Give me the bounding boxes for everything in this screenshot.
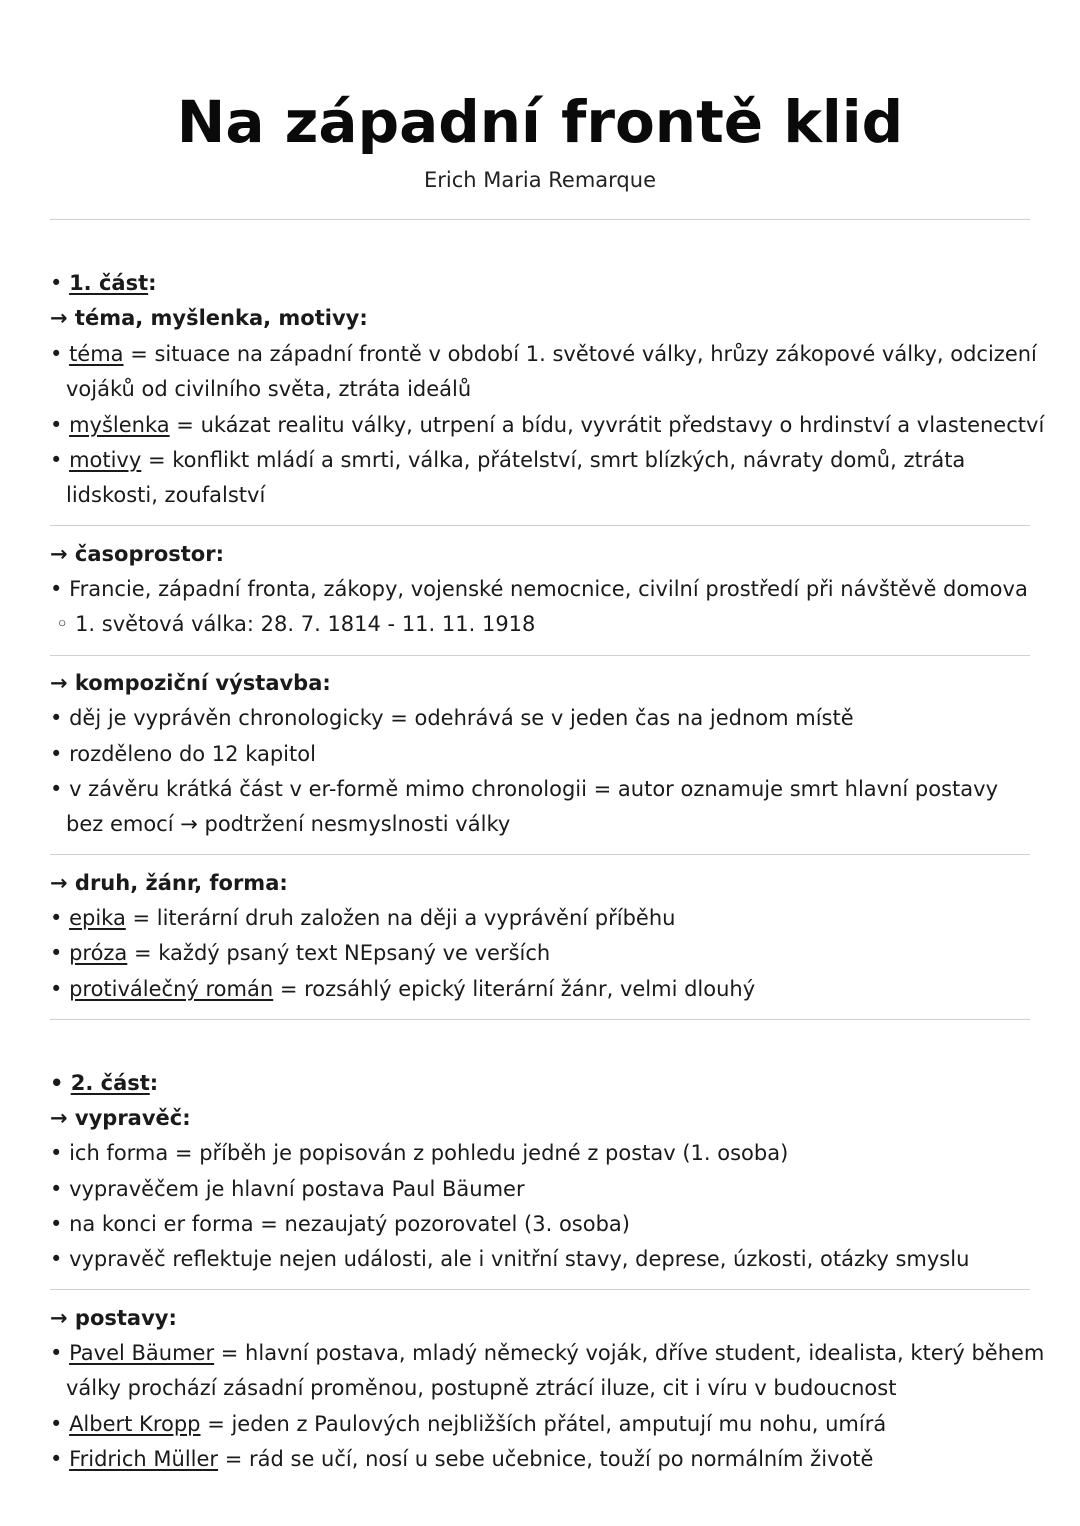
character-name: Fridrich Müller <box>69 1447 219 1471</box>
tema-def: = situace na západní frontě v období 1. světové války, hrůzy zákopové války, odcizení <box>123 342 1037 366</box>
postavy-heading: → postavy: <box>50 1306 177 1330</box>
vypravec-item: • na konci er forma = nezaujatý pozorovatel (3. osoba) <box>50 1212 630 1236</box>
kompozice-item: • rozděleno do 12 kapitol <box>50 742 316 766</box>
character-item-cont: války prochází zásadní proměnou, postupně ztrácí iluze, cit i víru v budoucnost <box>66 1376 897 1400</box>
roman-term: protiválečný román <box>69 977 274 1001</box>
divider <box>50 854 1030 855</box>
character-item: • Pavel Bäumer = hlavní postava, mladý německý voják, dříve student, idealista, který během <box>50 1341 1045 1365</box>
casoprostor-subitem: ◦ 1. světová válka: 28. 7. 1814 - 11. 11. 1918 <box>56 612 536 636</box>
divider <box>50 219 1030 220</box>
motivy-item: • motivy = konflikt mládí a smrti, válka, přátelství, smrt blízkých, návraty domů, ztráta <box>50 448 966 472</box>
author: Erich Maria Remarque <box>424 168 656 192</box>
proza-item: • próza = každý psaný text NEpsaný ve verších <box>50 941 551 965</box>
character-name: Pavel Bäumer <box>69 1341 215 1365</box>
proza-term: próza <box>69 941 128 965</box>
divider <box>50 655 1030 656</box>
tema-term: téma <box>69 342 124 366</box>
casoprostor-heading: → časoprostor: <box>50 542 224 566</box>
tema-def-cont: vojáků od civilního světa, ztráta ideálů <box>66 377 472 401</box>
casoprostor-item: • Francie, západní fronta, zákopy, vojenské nemocnice, civilní prostředí při návštěvě domova <box>50 577 1028 601</box>
character-name: Albert Kropp <box>69 1412 201 1436</box>
part1-label: 1. část <box>69 271 149 295</box>
tema-item: • téma = situace na západní frontě v období 1. světové války, hrůzy zákopové války, odcizení <box>50 342 1037 366</box>
divider <box>50 1289 1030 1290</box>
motivy-def-cont: lidskosti, zoufalství <box>66 483 266 507</box>
vypravec-item: • ich forma = příběh je popisován z pohledu jedné z postav (1. osoba) <box>50 1141 789 1165</box>
theme-heading: → téma, myšlenka, motivy: <box>50 306 368 330</box>
kompozice-item: • děj je vyprávěn chronologicky = odehrává se v jeden čas na jednom místě <box>50 706 854 730</box>
kompozice-item: • v závěru krátká část v er-formě mimo chronologii = autor oznamuje smrt hlavní postavy <box>50 777 998 801</box>
druh-heading: → druh, žánr, forma: <box>50 871 288 895</box>
motivy-term: motivy <box>69 448 142 472</box>
myslenka-def: = ukázat realitu války, utrpení a bídu, vyvrátit představy o hrdinství a vlastenectví <box>169 413 1045 437</box>
kompozice-item-cont: bez emocí → podtržení nesmyslnosti války <box>66 812 511 836</box>
divider <box>50 525 1030 526</box>
character-item: • Albert Kropp = jeden z Paulových nejbližších přátel, amputují mu nohu, umírá <box>50 1412 887 1436</box>
vypravec-heading: → vypravěč: <box>50 1106 191 1130</box>
character-item: • Fridrich Müller = rád se učí, nosí u sebe učebnice, touží po normálním životě <box>50 1447 874 1471</box>
roman-item: • protiválečný román = rozsáhlý epický literární žánr, velmi dlouhý <box>50 977 756 1001</box>
epika-term: epika <box>69 906 126 930</box>
vypravec-item: • vypravěč reflektuje nejen události, ale i vnitřní stavy, deprese, úzkosti, otázky smyslu <box>50 1247 970 1271</box>
part1-label-line: • 1. část: <box>50 271 157 295</box>
myslenka-item: • myšlenka = ukázat realitu války, utrpení a bídu, vyvrátit představy o hrdinství a vlastenectví <box>50 413 1045 437</box>
myslenka-term: myšlenka <box>69 413 170 437</box>
part2-label-line: • 2. část: <box>50 1071 159 1095</box>
vypravec-item: • vypravěčem je hlavní postava Paul Bäumer <box>50 1177 525 1201</box>
kompozice-heading: → kompoziční výstavba: <box>50 671 331 695</box>
divider <box>50 1019 1030 1020</box>
part2-label: 2. část <box>70 1071 150 1095</box>
motivy-def: = konflikt mládí a smrti, válka, přátelství, smrt blízkých, návraty domů, ztráta <box>141 448 966 472</box>
epika-item: • epika = literární druh založen na ději a vyprávění příběhu <box>50 906 676 930</box>
page-title: Na západní frontě klid <box>176 88 904 156</box>
